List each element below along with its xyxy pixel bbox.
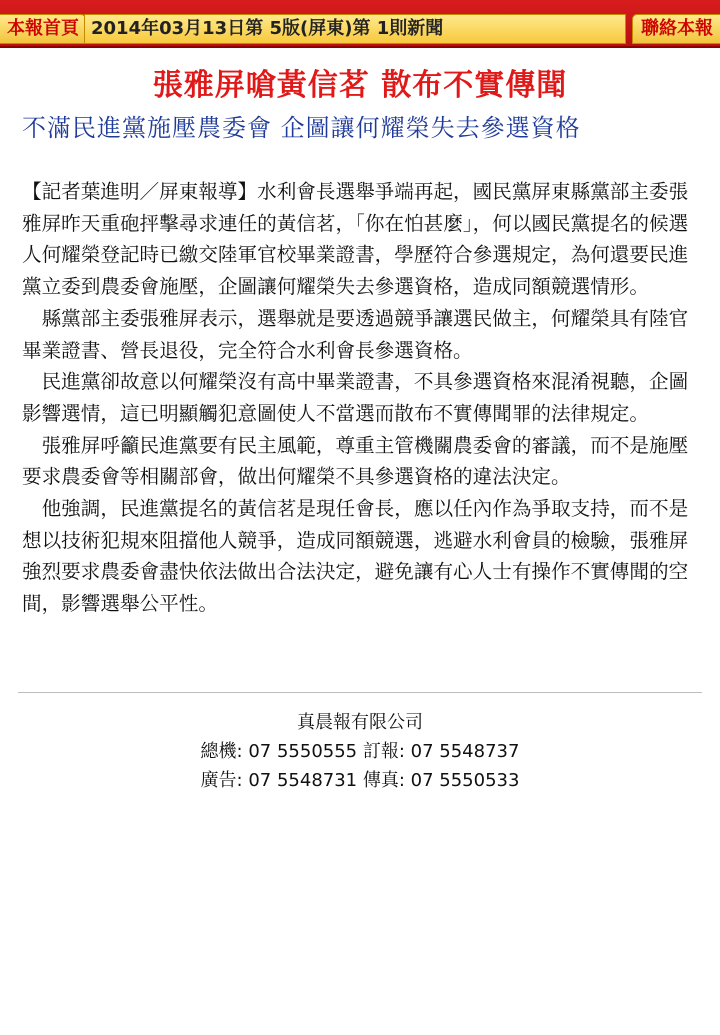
home-page-tab[interactable]: 本報首頁 — [0, 14, 86, 44]
phone-numbers: 總機: 07 5550555 訂報: 07 5548737 — [200, 741, 520, 762]
article-paragraph: 民進黨卻故意以何耀榮沒有高中畢業證書，不具參選資格來混淆視聽，企圖影響選情，這已明顯觸犯意圖使人不當選而散布不實傳聞罪的法律規定。 — [22, 370, 689, 425]
article-paragraph: 【記者葉進明／屏東報導】水利會長選舉爭端再起，國民黨屏東縣黨部主委張雅屏昨天重砲抨擊尋求連任的黃信茗，「你在怕甚麼」，何以國民黨提名的候選人何耀榮登記時已繳交陸軍官校畢業證書，學歷符合參選規定，為何還要民進黨立委到農委會施壓，企圖讓何耀榮失去參選資格，造成同額競選情形。 — [22, 180, 689, 299]
top-navigation-bar — [0, 0, 720, 48]
article-paragraph: 張雅屏呼籲民進黨要有民主風範，尊重主管機關農委會的審議，而不是施壓要求農委會等相關部會，做出何耀榮不具參選資格的違法決定。 — [22, 433, 689, 489]
ad-fax-numbers: 廣告: 07 5548731 傳真: 07 5550533 — [200, 770, 520, 791]
article-paragraph: 他強調，民進黨提名的黃信茗是現任會長，應以任內作為爭取支持，而不是想以技術犯規來阻擋他人競爭，造成同額競選，逃避水利會員的檢驗，張雅屏強烈要求農委會盡快依法做出合法決定，避免讓有心人士有操作不實傳聞的空間，影響選舉公平性。 — [22, 497, 689, 616]
article-headline: 張雅屏嗆黃信茗 散布不實傳聞 — [152, 68, 568, 103]
company-footer — [0, 708, 720, 795]
footer-divider — [18, 692, 702, 693]
contact-us-tab[interactable]: 聯絡本報 — [632, 14, 720, 44]
edition-info-bar: 2014年03月13日第 5版(屏東)第 1則新聞 — [84, 14, 626, 44]
article-body — [22, 176, 700, 620]
article-subheadline: 不滿民進黨施壓農委會 企圖讓何耀榮失去參選資格 — [22, 114, 581, 142]
company-name: 真晨報有限公司 — [297, 712, 423, 733]
article-paragraph: 縣黨部主委張雅屏表示，選舉就是要透過競爭讓選民做主，何耀榮具有陸官畢業證書、營長退役，完全符合水利會長參選資格。 — [22, 306, 689, 362]
